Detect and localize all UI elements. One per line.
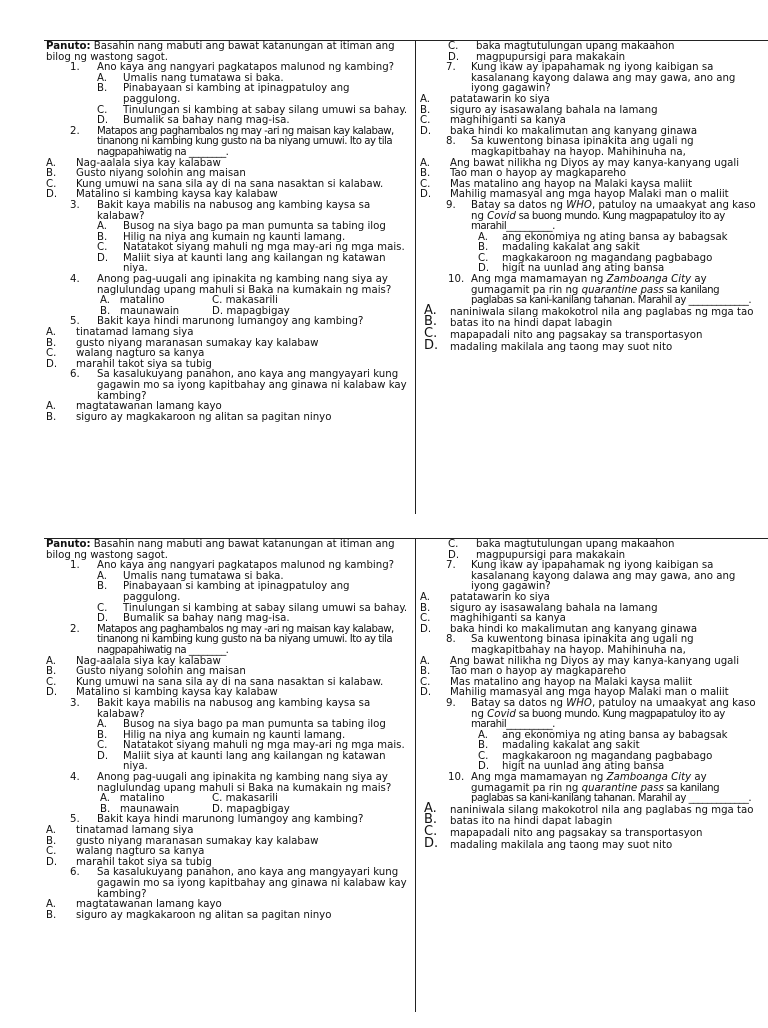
choice[interactable]: A. Nag-aalala siya kay kalabaw (46, 157, 221, 169)
question-7: 7. Kung ikaw ay ipapahamak ng iyong kaibigan sa kasalanang kayong dalawa ang may gawa, ano ang iyong gagawin? (446, 62, 736, 95)
choice[interactable]: B. Tao man o hayop ay magkapareho (420, 168, 626, 180)
left-column (46, 540, 408, 921)
right-column (420, 540, 760, 851)
question-9: 9. Batay sa datos ng WHO, patuloy na umaakyat ang kaso ng Covid sa buong mundo. Kung magpapatuloy ito ay marahil__________. (446, 697, 756, 731)
question-8: 8. Sa kuwentong binasa ipinakita ang ugali ng magkapitbahay na hayop. Mahihinuha na, (446, 136, 694, 158)
choice[interactable]: C. Tinulungan si kambing at sabay silang umuwi sa bahay. (97, 602, 408, 614)
choice[interactable]: A. Busog na siya bago pa man pumunta sa tabing ilog (97, 719, 386, 731)
choice[interactable]: C. Kung umuwi na sana sila ay di na sana nasaktan si kalabaw. (46, 178, 384, 190)
choice[interactable]: A. Ang bawat nilikha ng Diyos ay may kanya-kanyang ugali (420, 157, 740, 169)
choice[interactable]: A. Ang bawat nilikha ng Diyos ay may kanya-kanyang ugali (420, 655, 740, 667)
choice[interactable]: B. batas ito na hindi dapat labagin (424, 812, 613, 828)
choice[interactable]: C. walang nagturo sa kanya (46, 846, 205, 858)
question-6: 6. Sa kasalukuyang panahon, ano kaya ang mangyayari kung gagawin mo sa iyong kapitbahay ang ginawa ni kalabaw kay kambing? (70, 369, 407, 402)
choice-pair[interactable]: A. matalino C. makasarili (100, 793, 278, 805)
choice[interactable]: D. baka hindi ko makalimutan ang kanyang ginawa (420, 125, 698, 137)
choice[interactable]: C. maghihiganti sa kanya (420, 613, 566, 625)
choice[interactable]: A. tinatamad lamang siya (46, 327, 194, 339)
question-10: 10. Ang mga mamamayan ng Zamboanga City ay gumagamit pa rin ng quarantine pass sa kanilang paglabas sa kani-kanilang tahanan. Marahil ay _____________. (448, 772, 752, 805)
choice[interactable]: A. Umalis nang tumatawa si baka. (97, 570, 284, 582)
question-4: 4. Anong pag-uugali ang ipinakita ng kambing nang siya ay naglulundag upang mahuli si Baka na kumakain ng mais? (70, 772, 392, 794)
choice[interactable]: A. tinatamad lamang siya (46, 825, 194, 837)
question-5: 5. Bakit kaya hindi marunong lumangoy ang kambing? (70, 814, 364, 826)
question-1: 1. Ano kaya ang nangyari pagkatapos malunod ng kambing? (70, 560, 395, 572)
choice[interactable]: D. Mahilig mamasyal ang mga hayop Malaki man o maliit (420, 189, 729, 201)
choice[interactable]: B. gusto niyang maranasan sumakay kay kalabaw (46, 835, 319, 847)
choice[interactable]: B. siguro ay isasawalang bahala na lamang (420, 602, 658, 614)
choice[interactable]: A. Busog na siya bago pa man pumunta sa tabing ilog (97, 221, 386, 233)
choice[interactable]: B. madaling kakalat ang sakit (478, 242, 640, 254)
choice[interactable]: A. patatawarin ko siya (420, 591, 550, 603)
choice[interactable]: D. madaling makilala ang taong may suot nito (424, 337, 673, 353)
choice[interactable]: A. magtatawanan lamang kayo (46, 401, 222, 413)
choice[interactable]: C. Natatakot siyang mahuli ng mga may-ari ng mga mais. (97, 242, 405, 254)
question-1: 1. Ano kaya ang nangyari pagkatapos malunod ng kambing? (70, 62, 395, 74)
choice[interactable]: C. mapapadali nito ang pagsakay sa transportasyon (424, 824, 703, 840)
question-3: 3. Bakit kaya mabilis na nabusog ang kambing kaysa sa kalabaw? (70, 697, 371, 720)
choice[interactable]: A. patatawarin ko siya (420, 93, 550, 105)
question-2: 2. Matapos ang paghambalos ng may -ari ng maisan kay kalabaw, tinanong ni kambing kung gusto na ba niyang umuwi. Ito ay tila nagpapahiwatig na ________. (70, 623, 394, 656)
choice[interactable]: C. maghihiganti sa kanya (420, 115, 566, 127)
question-10: 10. Ang mga mamamayan ng Zamboanga City ay gumagamit pa rin ng quarantine pass sa kanilang paglabas sa kani-kanilang tahanan. Marahil ay _____________. (448, 274, 752, 307)
choice[interactable]: B. Pinabayaan si kambing at ipinagpatuloy ang paggulong. (97, 83, 350, 105)
column-divider (415, 40, 416, 514)
choice[interactable]: D. Matalino si kambing kaysa kay kalabaw (46, 687, 278, 699)
instructions: Panuto: Basahin nang mabuti ang bawat katanungan at itiman ang bilog ng wastong sagot. (46, 539, 395, 561)
choice[interactable]: D. Maliit siya at kaunti lang ang kailangan ng katawan niya. (97, 252, 386, 275)
choice[interactable]: B. siguro ay magkakaroon ng alitan sa pagitan ninyo (46, 411, 332, 423)
choice[interactable]: C. Tinulungan si kambing at sabay silang umuwi sa bahay. (97, 104, 408, 116)
choice[interactable]: D. magpupursigi para makakain (448, 51, 626, 63)
question-3: 3. Bakit kaya mabilis na nabusog ang kambing kaysa sa kalabaw? (70, 199, 371, 222)
choice[interactable]: C. baka magtutulungan upang makaahon (448, 41, 675, 52)
choice[interactable]: A. naniniwala silang makokotrol nila ang paglabas ng mga tao (424, 800, 754, 816)
question-6: 6. Sa kasalukuyang panahon, ano kaya ang mangyayari kung gagawin mo sa iyong kapitbahay ang ginawa ni kalabaw kay kambing? (70, 867, 407, 900)
question-5: 5. Bakit kaya hindi marunong lumangoy ang kambing? (70, 316, 364, 328)
choice[interactable]: B. madaling kakalat ang sakit (478, 740, 640, 752)
choice[interactable]: A. ang ekonomiya ng ating bansa ay babagsak (478, 231, 728, 243)
choice[interactable]: C. Kung umuwi na sana sila ay di na sana nasaktan si kalabaw. (46, 676, 384, 688)
choice[interactable]: C. mapapadali nito ang pagsakay sa transportasyon (424, 326, 703, 342)
choice[interactable]: D. marahil takot siya sa tubig (46, 856, 212, 868)
choice[interactable]: C. Mas matalino ang hayop na Malaki kaysa maliit (420, 178, 693, 190)
choice[interactable]: D. Bumalik sa bahay nang mag-isa. (97, 115, 290, 127)
choice[interactable]: D. baka hindi ko makalimutan ang kanyang ginawa (420, 623, 698, 635)
choice[interactable]: B. Hilig na niya ang kumain ng kaunti lamang. (97, 231, 346, 243)
choice-pair[interactable]: B. maunawain D. mapagbigay (100, 803, 290, 815)
choice-pair[interactable]: B. maunawain D. mapagbigay (100, 305, 290, 317)
choice[interactable]: D. Mahilig mamasyal ang mga hayop Malaki man o maliit (420, 687, 729, 699)
choice[interactable]: B. Pinabayaan si kambing at ipinagpatuloy ang paggulong. (97, 581, 350, 603)
choice[interactable]: B. Gusto niyang solohin ang maisan (46, 168, 246, 180)
choice[interactable]: C. baka magtutulungan upang makaahon (448, 539, 675, 550)
choice[interactable]: A. naniniwala silang makokotrol nila ang paglabas ng mga tao (424, 302, 754, 318)
choice[interactable]: D. Matalino si kambing kaysa kay kalabaw (46, 189, 278, 201)
choice[interactable]: B. siguro ay isasawalang bahala na lamang (420, 104, 658, 116)
choice[interactable]: D. higit na uunlad ang ating bansa (478, 263, 665, 275)
right-column (420, 42, 760, 353)
choice[interactable]: B. batas ito na hindi dapat labagin (424, 314, 613, 330)
choice[interactable]: B. gusto niyang maranasan sumakay kay kalabaw (46, 337, 319, 349)
question-8: 8. Sa kuwentong binasa ipinakita ang ugali ng magkapitbahay na hayop. Mahihinuha na, (446, 634, 694, 656)
choice[interactable]: D. higit na uunlad ang ating bansa (478, 761, 665, 773)
choice[interactable]: D. Bumalik sa bahay nang mag-isa. (97, 613, 290, 625)
choice[interactable]: D. magpupursigi para makakain (448, 549, 626, 561)
choice[interactable]: C. walang nagturo sa kanya (46, 348, 205, 360)
quiz-sheet-top (0, 40, 768, 530)
left-column (46, 42, 408, 423)
choice[interactable]: B. Gusto niyang solohin ang maisan (46, 666, 246, 678)
question-9: 9. Batay sa datos ng WHO, patuloy na umaakyat ang kaso ng Covid sa buong mundo. Kung magpapatuloy ito ay marahil__________. (446, 199, 756, 233)
choice[interactable]: D. madaling makilala ang taong may suot nito (424, 835, 673, 851)
choice[interactable]: B. siguro ay magkakaroon ng alitan sa pagitan ninyo (46, 909, 332, 921)
question-4: 4. Anong pag-uugali ang ipinakita ng kambing nang siya ay naglulundag upang mahuli si Baka na kumakain ng mais? (70, 274, 392, 296)
choice[interactable]: A. ang ekonomiya ng ating bansa ay babagsak (478, 729, 728, 741)
quiz-sheet-bottom (0, 538, 768, 1028)
choice[interactable]: A. magtatawanan lamang kayo (46, 899, 222, 911)
choice[interactable]: D. Maliit siya at kaunti lang ang kailangan ng katawan niya. (97, 750, 386, 773)
choice[interactable]: B. Tao man o hayop ay magkapareho (420, 666, 626, 678)
question-2: 2. Matapos ang paghambalos ng may -ari ng maisan kay kalabaw, tinanong ni kambing kung gusto na ba niyang umuwi. Ito ay tila nagpapahiwatig na ________. (70, 125, 394, 158)
choice[interactable]: C. magkakaroon ng magandang pagbabago (478, 252, 713, 264)
instructions: Panuto: Basahin nang mabuti ang bawat katanungan at itiman ang bilog ng wastong sagot. (46, 41, 395, 63)
choice[interactable]: A. Umalis nang tumatawa si baka. (97, 72, 284, 84)
choice[interactable]: B. Hilig na niya ang kumain ng kaunti lamang. (97, 729, 346, 741)
choice[interactable]: C. Natatakot siyang mahuli ng mga may-ari ng mga mais. (97, 740, 405, 752)
choice[interactable]: D. marahil takot siya sa tubig (46, 358, 212, 370)
choice[interactable]: C. Mas matalino ang hayop na Malaki kaysa maliit (420, 676, 693, 688)
choice[interactable]: C. magkakaroon ng magandang pagbabago (478, 750, 713, 762)
choice-pair[interactable]: A. matalino C. makasarili (100, 295, 278, 307)
choice[interactable]: A. Nag-aalala siya kay kalabaw (46, 655, 221, 667)
question-7: 7. Kung ikaw ay ipapahamak ng iyong kaibigan sa kasalanang kayong dalawa ang may gawa, ano ang iyong gagawin? (446, 560, 736, 593)
column-divider (415, 538, 416, 1012)
